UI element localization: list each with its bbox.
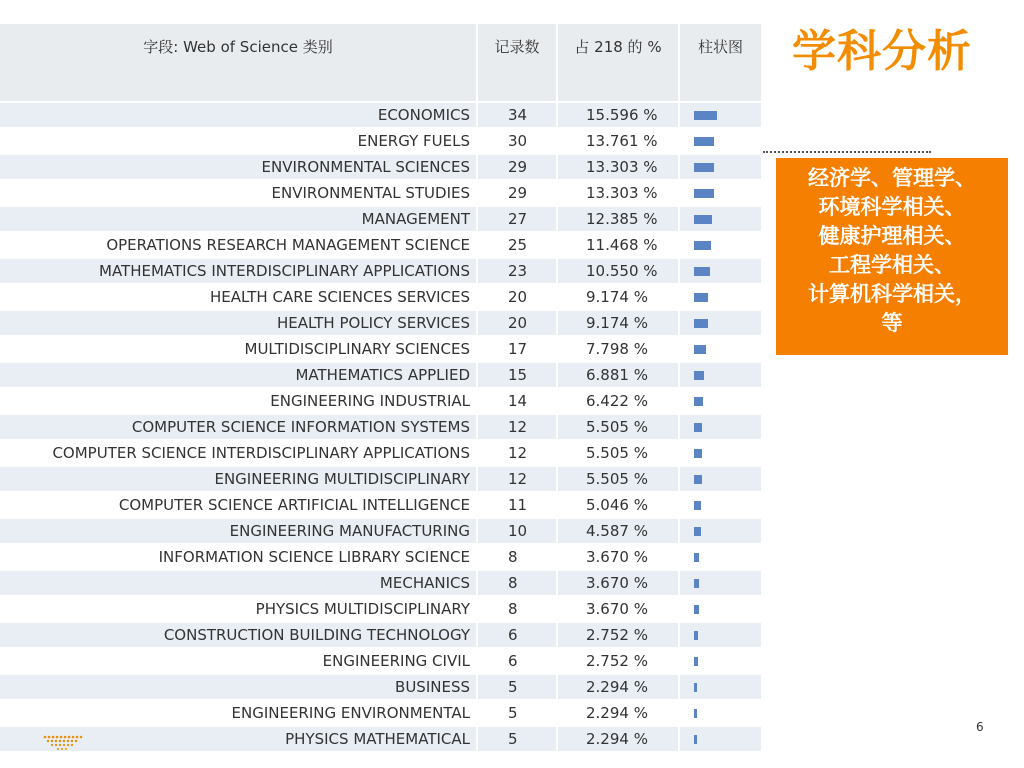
cell-percent: 6.881 % — [558, 363, 680, 389]
cell-count: 12 — [478, 415, 558, 441]
cell-bar — [680, 181, 763, 207]
table-row — [0, 129, 763, 155]
cell-field[interactable]: ENGINEERING MANUFACTURING — [0, 519, 478, 545]
cell-count: 25 — [478, 233, 558, 259]
table-row — [0, 337, 763, 363]
callout-line: 工程学相关、 — [829, 253, 955, 277]
table-row — [0, 597, 763, 623]
percent-bar — [694, 527, 701, 536]
table-row — [0, 207, 763, 233]
table-row — [0, 467, 763, 493]
cell-field[interactable]: ENGINEERING INDUSTRIAL — [0, 389, 478, 415]
table-row — [0, 623, 763, 649]
cell-field[interactable]: ENGINEERING ENVIRONMENTAL — [0, 701, 478, 727]
cell-bar — [680, 571, 763, 597]
percent-bar — [694, 683, 697, 692]
table-row — [0, 155, 763, 181]
cell-bar — [680, 649, 763, 675]
cell-count: 5 — [478, 701, 558, 727]
cell-field[interactable]: ENGINEERING MULTIDISCIPLINARY — [0, 467, 478, 493]
cell-count: 8 — [478, 571, 558, 597]
percent-bar — [694, 553, 699, 562]
cell-bar — [680, 337, 763, 363]
cell-bar — [680, 285, 763, 311]
table-row — [0, 519, 763, 545]
cell-percent: 5.505 % — [558, 415, 680, 441]
cell-field[interactable]: PHYSICS MATHEMATICAL — [0, 727, 478, 753]
table-row — [0, 181, 763, 207]
table-header-row — [0, 24, 763, 103]
callout-line: 计算机科学相关， — [808, 282, 976, 306]
cell-field[interactable]: MECHANICS — [0, 571, 478, 597]
cell-bar — [680, 493, 763, 519]
table-row — [0, 675, 763, 701]
cell-field[interactable]: COMPUTER SCIENCE ARTIFICIAL INTELLIGENCE — [0, 493, 478, 519]
cell-field[interactable]: ENGINEERING CIVIL — [0, 649, 478, 675]
cell-count: 29 — [478, 155, 558, 181]
cell-bar — [680, 623, 763, 649]
cell-percent: 13.303 % — [558, 181, 680, 207]
cell-bar — [680, 233, 763, 259]
header-field[interactable]: 字段: Web of Science 类别 — [0, 24, 478, 103]
cell-count: 11 — [478, 493, 558, 519]
cell-bar — [680, 545, 763, 571]
cell-field[interactable]: PHYSICS MULTIDISCIPLINARY — [0, 597, 478, 623]
cell-percent: 3.670 % — [558, 571, 680, 597]
cell-field[interactable]: ENVIRONMENTAL SCIENCES — [0, 155, 478, 181]
callout-line: 等 — [881, 311, 903, 335]
percent-bar — [694, 189, 714, 198]
cell-count: 27 — [478, 207, 558, 233]
cell-bar — [680, 103, 763, 129]
cell-percent: 13.303 % — [558, 155, 680, 181]
table-row — [0, 259, 763, 285]
table-row — [0, 389, 763, 415]
cell-bar — [680, 363, 763, 389]
cell-bar — [680, 311, 763, 337]
cell-field[interactable]: OPERATIONS RESEARCH MANAGEMENT SCIENCE — [0, 233, 478, 259]
cell-field[interactable]: HEALTH POLICY SERVICES — [0, 311, 478, 337]
cell-count: 30 — [478, 129, 558, 155]
dotted-arc-logo-icon — [42, 733, 86, 751]
table-row — [0, 649, 763, 675]
cell-bar — [680, 727, 763, 753]
cell-bar — [680, 207, 763, 233]
table-row — [0, 103, 763, 129]
slide-title: 学科分析 — [792, 26, 972, 77]
percent-bar — [694, 345, 706, 354]
cell-bar — [680, 467, 763, 493]
table-row — [0, 233, 763, 259]
cell-count: 14 — [478, 389, 558, 415]
table-row — [0, 571, 763, 597]
cell-count: 20 — [478, 285, 558, 311]
page-number: 6 — [976, 720, 984, 734]
wos-category-table — [0, 24, 763, 753]
percent-bar — [694, 215, 712, 224]
cell-percent: 2.294 % — [558, 675, 680, 701]
table-body — [0, 103, 763, 753]
cell-percent: 7.798 % — [558, 337, 680, 363]
percent-bar — [694, 423, 702, 432]
cell-field[interactable]: INFORMATION SCIENCE LIBRARY SCIENCE — [0, 545, 478, 571]
table-row — [0, 363, 763, 389]
cell-count: 5 — [478, 727, 558, 753]
table-row — [0, 441, 763, 467]
table-row — [0, 493, 763, 519]
percent-bar — [694, 111, 717, 120]
cell-percent: 15.596 % — [558, 103, 680, 129]
cell-percent: 3.670 % — [558, 545, 680, 571]
cell-percent: 5.505 % — [558, 467, 680, 493]
cell-field[interactable]: MULTIDISCIPLINARY SCIENCES — [0, 337, 478, 363]
cell-bar — [680, 519, 763, 545]
percent-bar — [694, 163, 714, 172]
percent-bar — [694, 319, 708, 328]
percent-bar — [694, 397, 703, 406]
header-count[interactable]: 记录数 — [478, 24, 558, 103]
cell-count: 23 — [478, 259, 558, 285]
cell-field[interactable]: ECONOMICS — [0, 103, 478, 129]
cell-field[interactable]: BUSINESS — [0, 675, 478, 701]
cell-bar — [680, 155, 763, 181]
cell-percent: 12.385 % — [558, 207, 680, 233]
percent-bar — [694, 475, 702, 484]
percent-bar — [694, 631, 698, 640]
cell-bar — [680, 701, 763, 727]
cell-percent: 2.752 % — [558, 649, 680, 675]
cell-field[interactable]: ENVIRONMENTAL STUDIES — [0, 181, 478, 207]
percent-bar — [694, 709, 697, 718]
cell-percent: 3.670 % — [558, 597, 680, 623]
cell-count: 10 — [478, 519, 558, 545]
percent-bar — [694, 267, 710, 276]
cell-percent: 9.174 % — [558, 285, 680, 311]
table-row — [0, 311, 763, 337]
callout-line: 健康护理相关、 — [818, 224, 966, 248]
cell-field[interactable]: MATHEMATICS INTERDISCIPLINARY APPLICATIONS — [0, 259, 478, 285]
percent-bar — [694, 371, 704, 380]
percent-bar — [694, 657, 698, 666]
cell-percent: 6.422 % — [558, 389, 680, 415]
cell-bar — [680, 415, 763, 441]
cell-count: 6 — [478, 623, 558, 649]
cell-percent: 5.046 % — [558, 493, 680, 519]
cell-field[interactable]: COMPUTER SCIENCE INTERDISCIPLINARY APPLICATIONS — [0, 441, 478, 467]
percent-bar — [694, 241, 711, 250]
table-row — [0, 285, 763, 311]
table-row — [0, 415, 763, 441]
cell-percent: 13.761 % — [558, 129, 680, 155]
cell-bar — [680, 675, 763, 701]
percent-bar — [694, 605, 699, 614]
cell-percent: 4.587 % — [558, 519, 680, 545]
cell-count: 8 — [478, 597, 558, 623]
cell-count: 6 — [478, 649, 558, 675]
cell-count: 29 — [478, 181, 558, 207]
percent-bar — [694, 735, 697, 744]
cell-bar — [680, 129, 763, 155]
table-row — [0, 701, 763, 727]
percent-bar — [694, 137, 714, 146]
cell-count: 17 — [478, 337, 558, 363]
cell-percent: 5.505 % — [558, 441, 680, 467]
cell-bar — [680, 259, 763, 285]
cell-bar — [680, 389, 763, 415]
cell-count: 8 — [478, 545, 558, 571]
cell-field[interactable]: CONSTRUCTION BUILDING TECHNOLOGY — [0, 623, 478, 649]
cell-count: 12 — [478, 467, 558, 493]
header-percent[interactable]: 占 218 的 % — [558, 24, 680, 103]
cell-field[interactable]: COMPUTER SCIENCE INFORMATION SYSTEMS — [0, 415, 478, 441]
cell-percent: 9.174 % — [558, 311, 680, 337]
cell-field[interactable]: MATHEMATICS APPLIED — [0, 363, 478, 389]
cell-percent: 10.550 % — [558, 259, 680, 285]
cell-percent: 11.468 % — [558, 233, 680, 259]
callout-box — [776, 158, 1008, 355]
cell-count: 20 — [478, 311, 558, 337]
dotted-connector-line — [763, 151, 931, 153]
cell-count: 15 — [478, 363, 558, 389]
percent-bar — [694, 579, 699, 588]
table-row — [0, 545, 763, 571]
percent-bar — [694, 449, 702, 458]
table-row — [0, 727, 763, 753]
cell-count: 5 — [478, 675, 558, 701]
cell-percent: 2.752 % — [558, 623, 680, 649]
callout-line: 环境科学相关、 — [818, 195, 966, 219]
cell-percent: 2.294 % — [558, 727, 680, 753]
callout-line: 经济学、管理学、 — [808, 166, 976, 190]
cell-bar — [680, 441, 763, 467]
cell-bar — [680, 597, 763, 623]
cell-field[interactable]: MANAGEMENT — [0, 207, 478, 233]
cell-count: 12 — [478, 441, 558, 467]
cell-count: 34 — [478, 103, 558, 129]
percent-bar — [694, 501, 701, 510]
header-bar-chart[interactable]: 柱状图 — [680, 24, 763, 103]
cell-field[interactable]: ENERGY FUELS — [0, 129, 478, 155]
cell-percent: 2.294 % — [558, 701, 680, 727]
percent-bar — [694, 293, 708, 302]
cell-field[interactable]: HEALTH CARE SCIENCES SERVICES — [0, 285, 478, 311]
